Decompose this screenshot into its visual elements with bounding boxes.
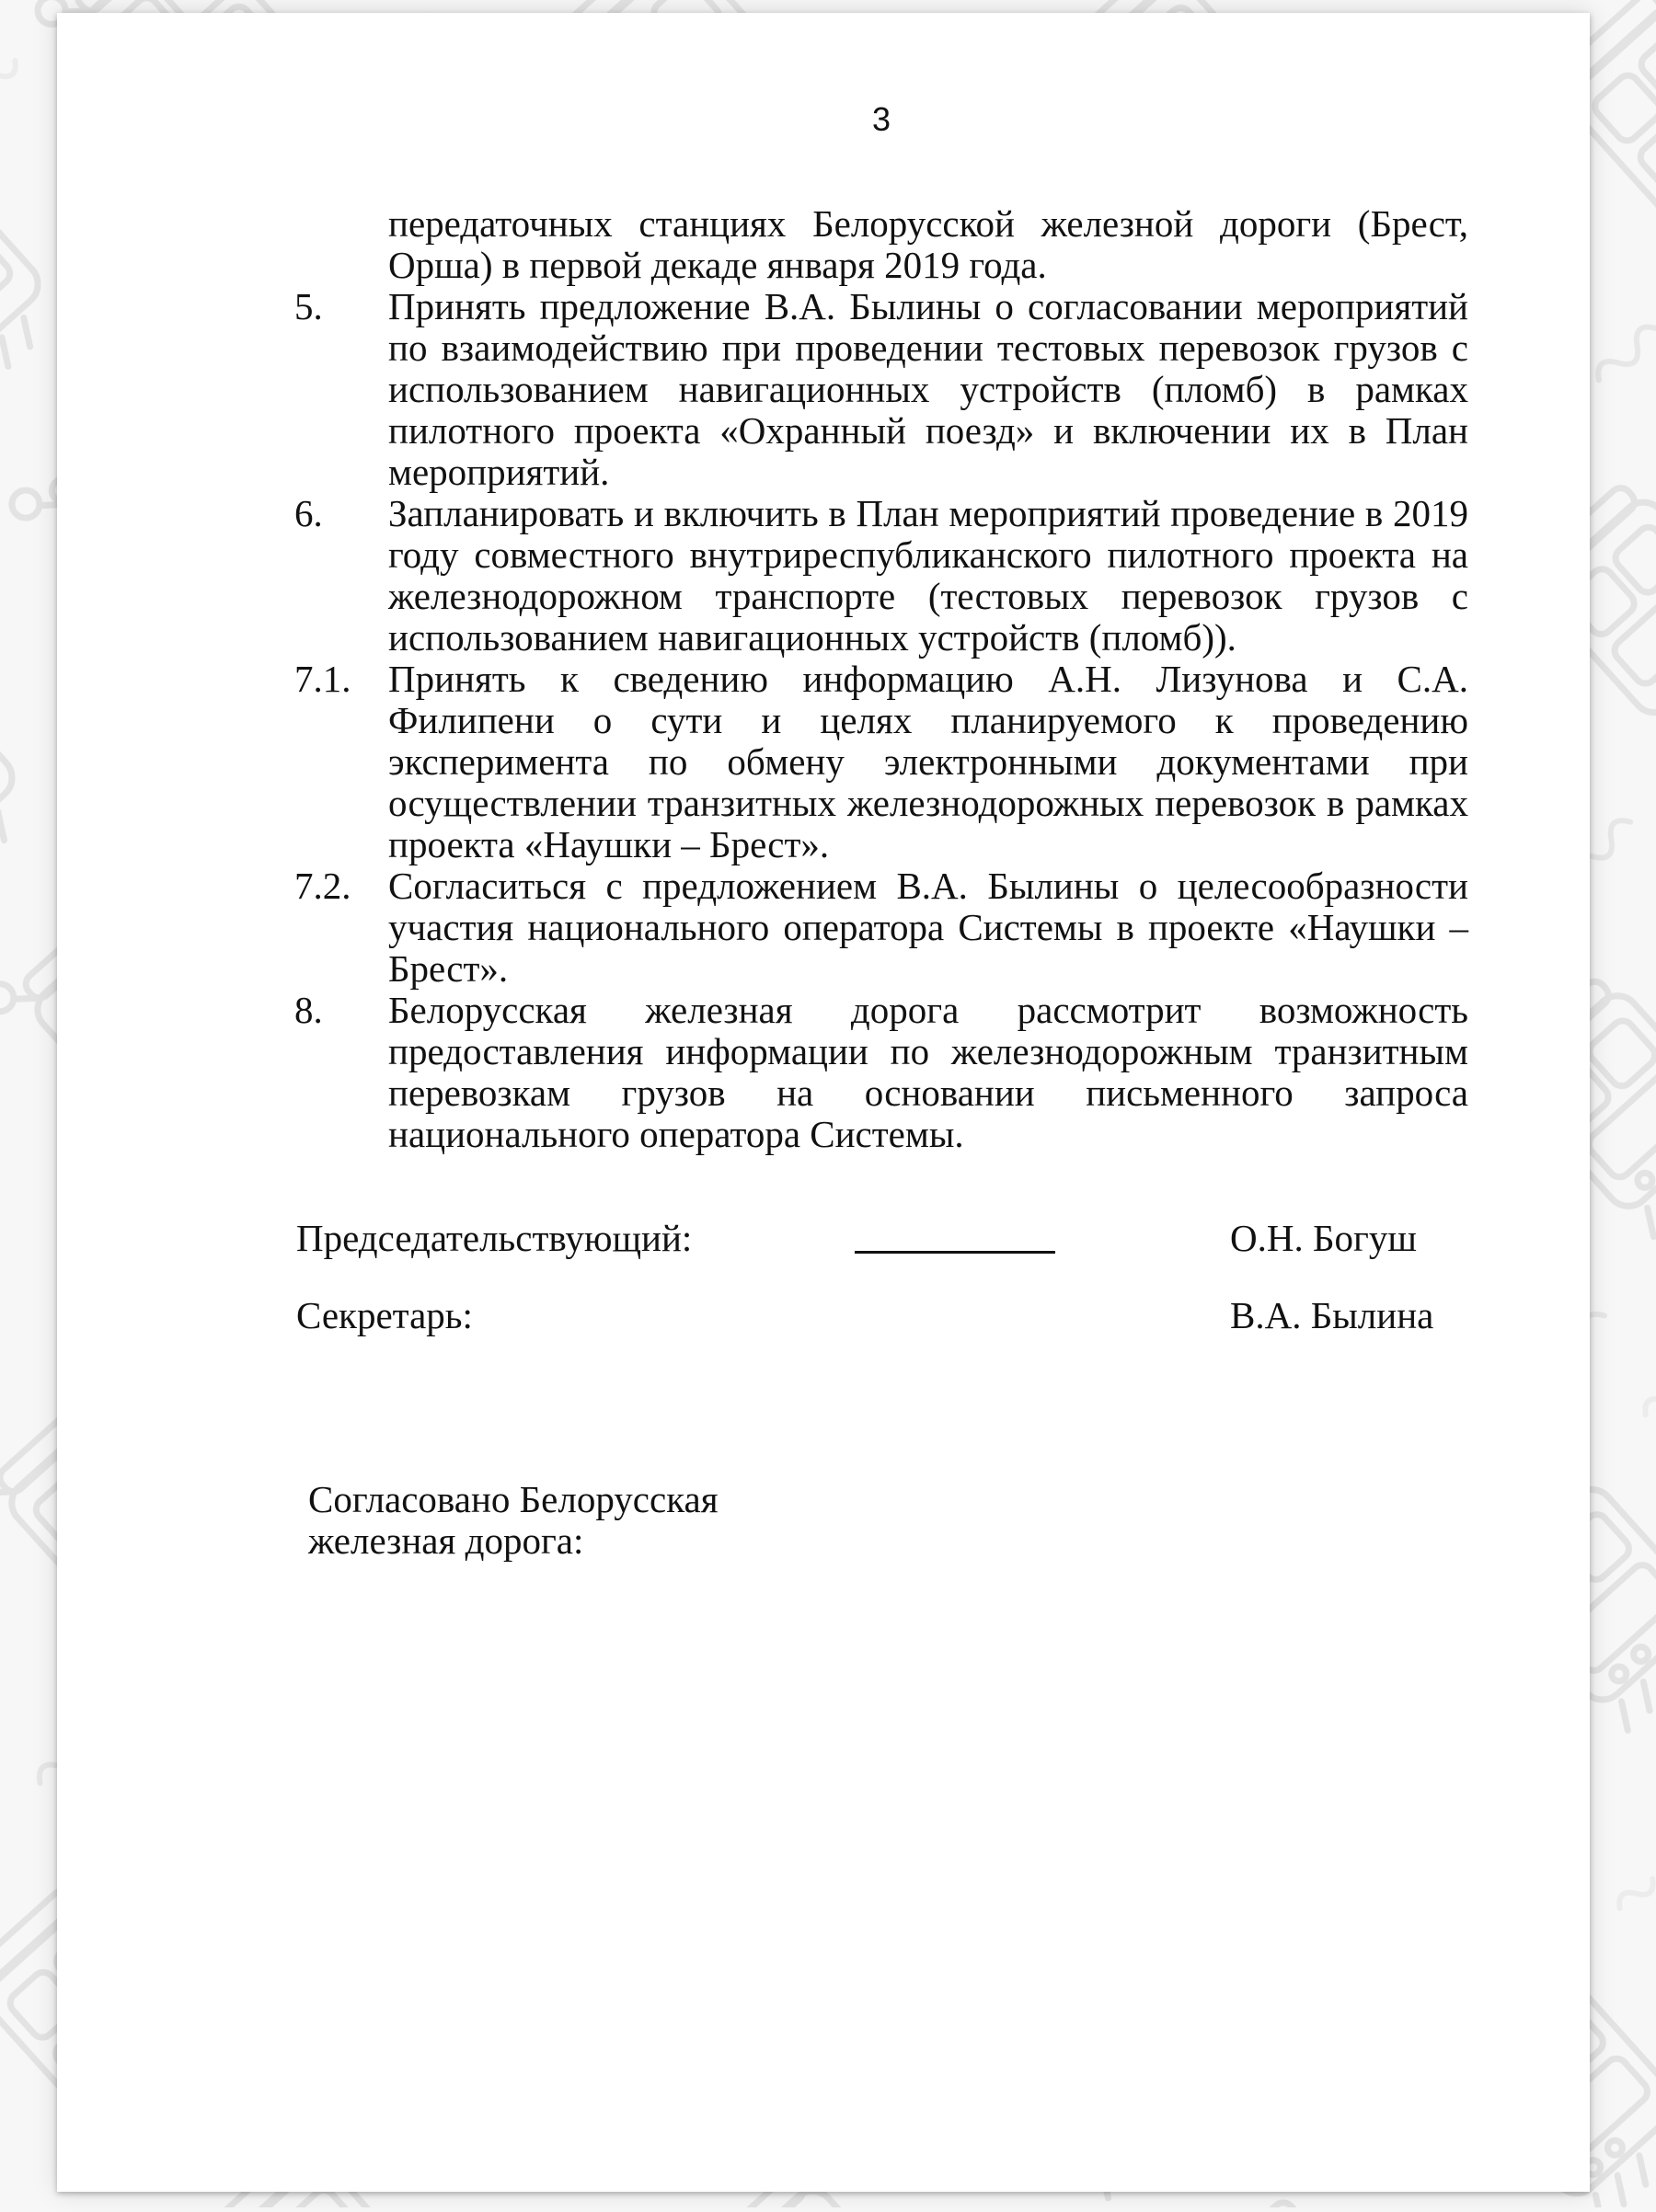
signature-name-secretary: В.А. Былина [1230,1294,1434,1336]
agreement-label: Согласовано Белорусская железная дорога: [308,1478,719,1562]
paragraph-item-6 [294,492,1468,659]
paragraph-item-8 [294,989,1468,1155]
paragraph-item-5 [294,285,1468,493]
document-page [57,13,1590,2192]
signature-role-secretary: Секретарь: [296,1294,473,1336]
paragraph-text: Принять к сведению информацию А.Н. Лизунова и С.А. Филипени о сути и целях планируемого к проведению эксперимента по обмену электронными документами при осуществлении транзитных железнодорожных перевозок в рамках проекта «Наушки – Брест». [388,658,1468,865]
paragraph-text: Согласиться с предложением В.А. Былины о целесообразности участия национального оператора Системы в проекте «Наушки – Брест». [388,865,1468,990]
page-number: 3 [871,100,891,138]
list-number-5: 5. [294,285,323,327]
paragraph-text: Белорусская железная дорога рассмотрит возможность предоставления информации по железнодорожным транзитным перевозкам грузов на основании письменного запроса национального оператора Системы. [388,989,1468,1155]
signature-line [855,1251,1055,1254]
document-body [294,202,1468,1155]
signature-role-chair: Председательствующий: [296,1217,693,1259]
list-number-8: 8. [294,989,323,1031]
signature-row-chair [57,1218,1590,1259]
paragraph-text: передаточных станциях Белорусской железной дороги (Брест, Орша) в первой декаде января 2019 года. [388,202,1468,286]
list-number-6: 6. [294,492,323,534]
list-number-7-1: 7.1. [294,658,351,700]
paragraph-text: Запланировать и включить в План мероприятий проведение в 2019 году совместного внутриреспубликанского пилотного проекта на железнодорожном транспорте (тестовых перевозок грузов с использованием навигационных устройств (пломб)). [388,492,1468,659]
list-number-7-2: 7.2. [294,865,351,907]
paragraph-item-7-1 [294,658,1468,865]
paragraph-intro [388,203,1468,286]
paragraph-item-7-2 [294,865,1468,990]
signature-row-secretary [57,1295,1590,1336]
signature-name-chair: О.Н. Богуш [1230,1217,1417,1259]
paragraph-text: Принять предложение В.А. Былины о согласовании мероприятий по взаимодействию при проведении тестовых перевозок грузов с использованием навигационных устройств (пломб) в рамках пилотного проекта «Охранный поезд» и включении их в План мероприятий. [388,285,1468,493]
